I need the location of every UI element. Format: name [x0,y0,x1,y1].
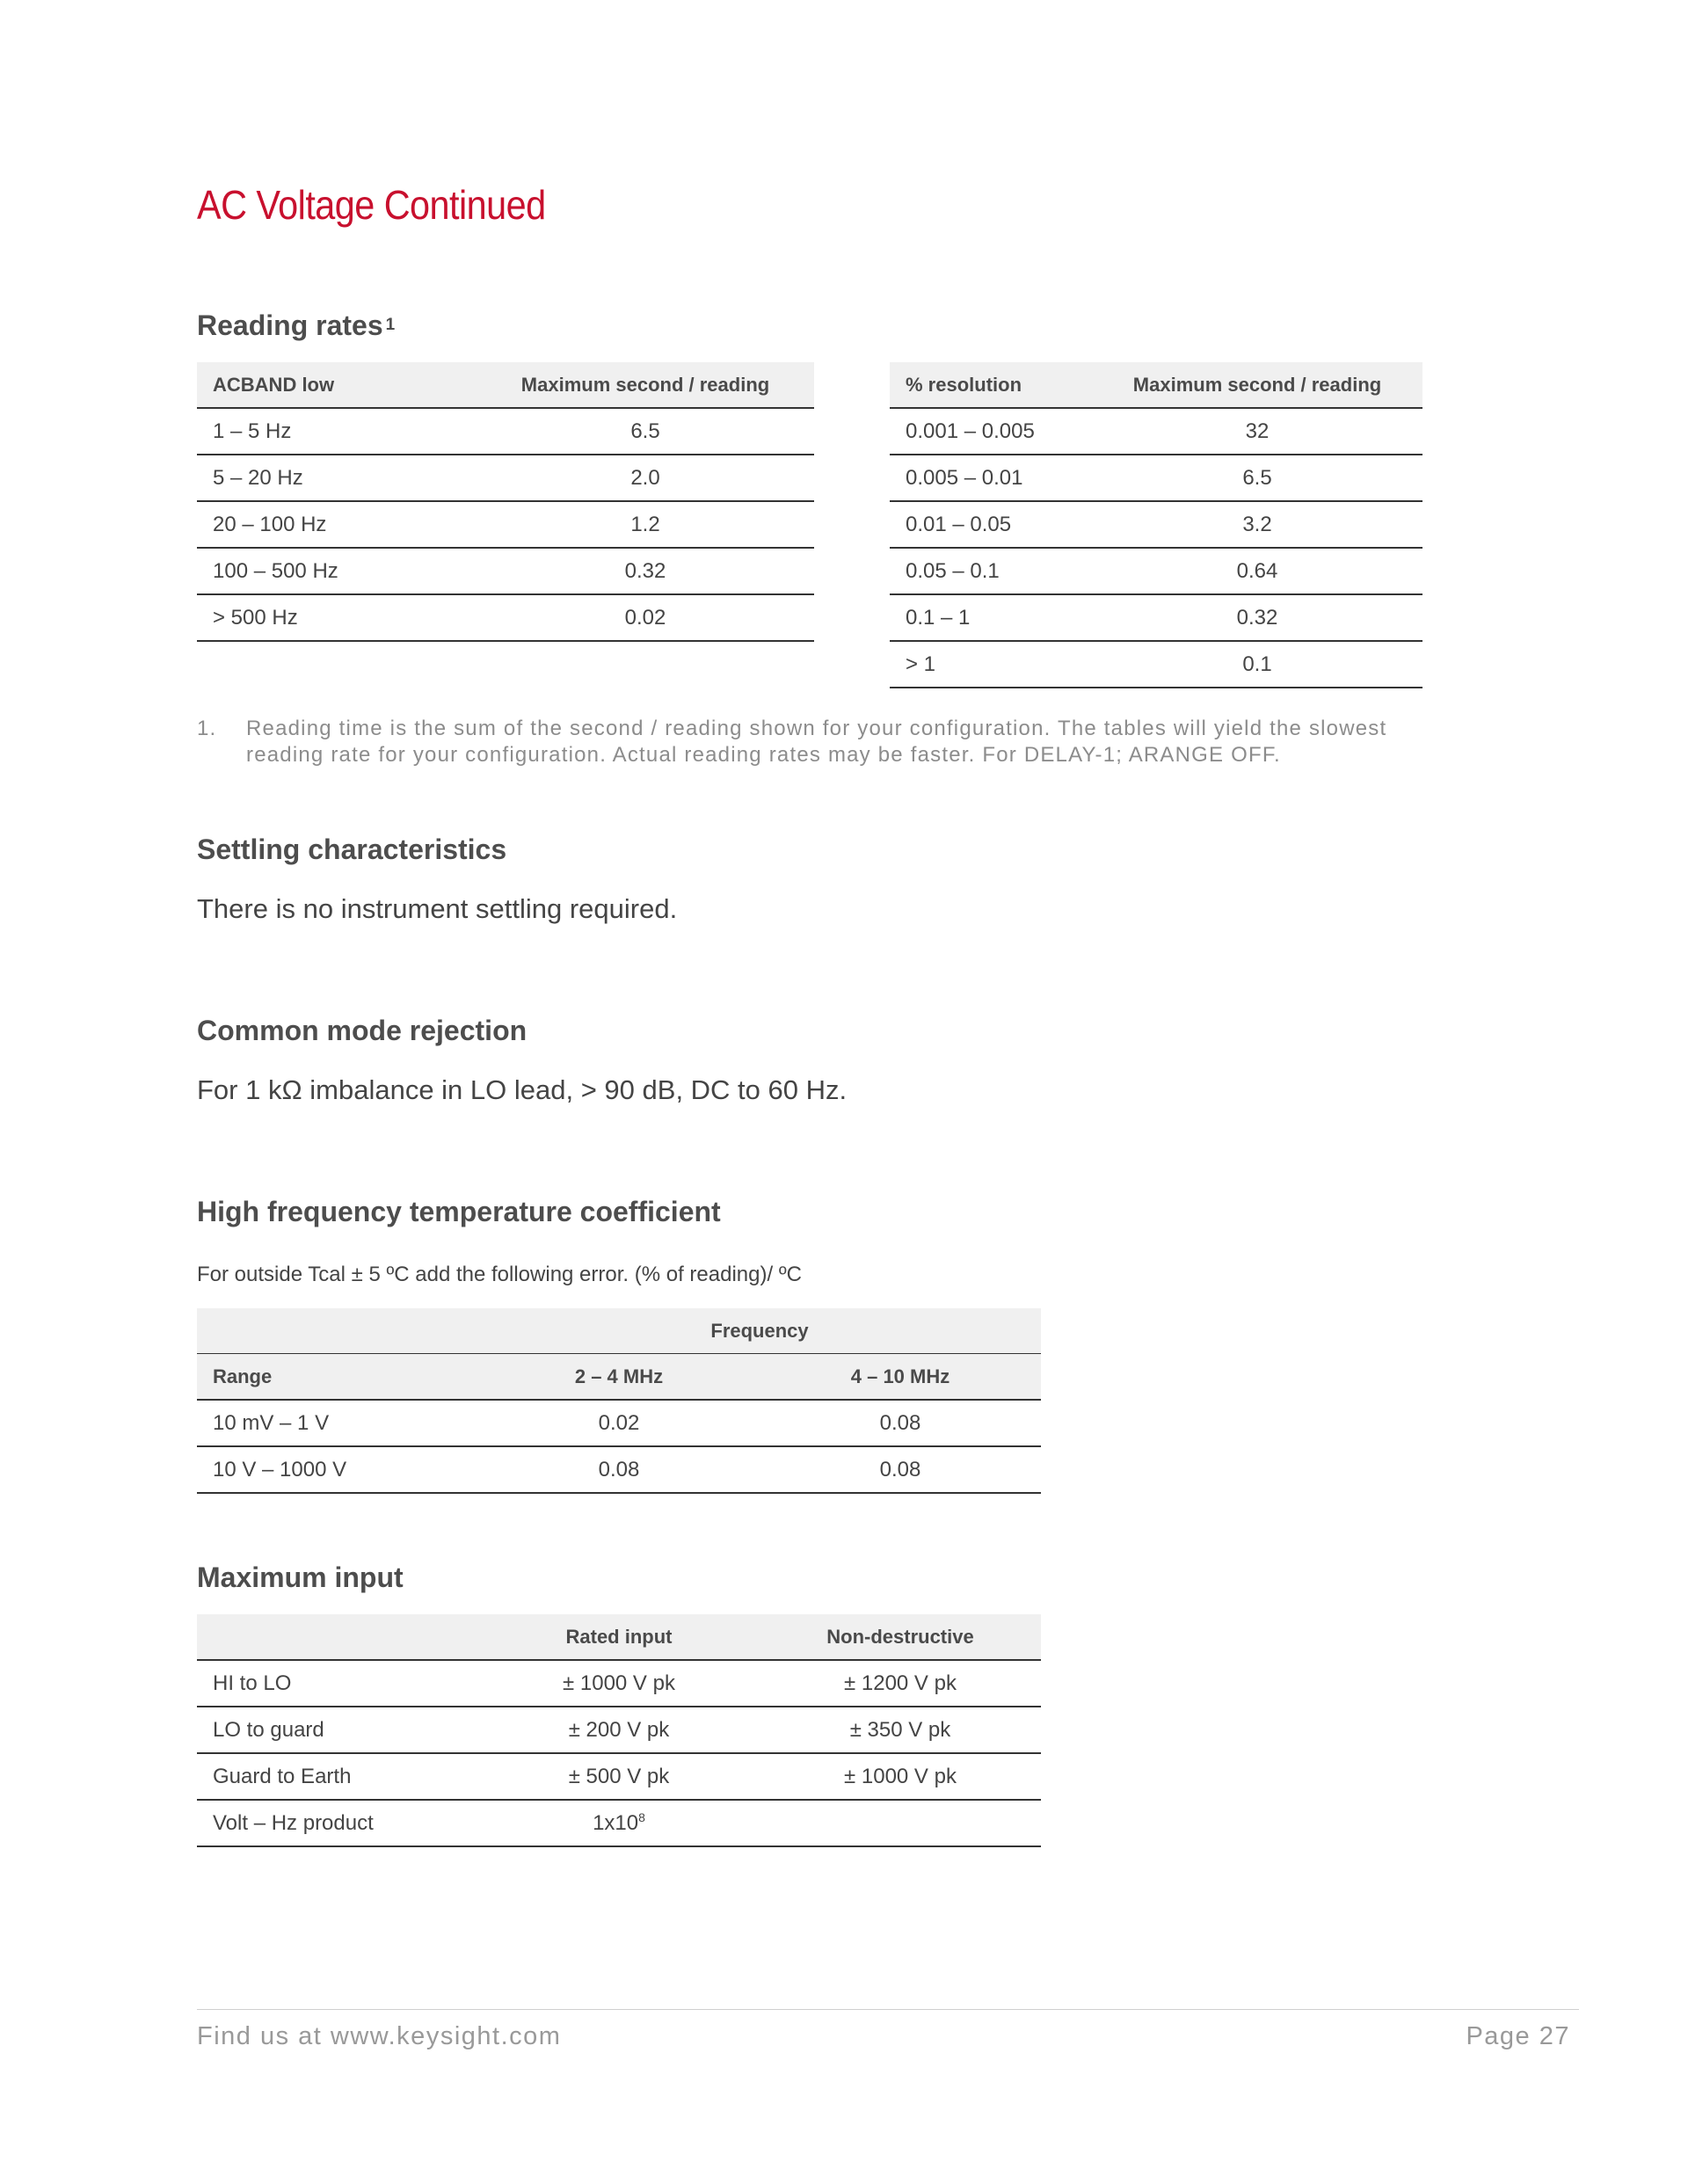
volt-hz-exponent: 8 [638,1809,645,1824]
table-cell: 0.02 [478,1400,760,1446]
max-input-heading: Maximum input [197,1562,404,1593]
table-row [197,408,814,455]
table-cell: HI to LO [197,1660,478,1707]
table-cell: 0.64 [1092,548,1422,594]
table-cell: ± 1200 V pk [760,1660,1041,1707]
table-cell: 100 – 500 Hz [197,548,477,594]
column-header: 4 – 10 MHz [760,1354,1041,1401]
table-cell: 20 – 100 Hz [197,501,477,548]
footnote-number: 1. [197,717,217,740]
table-row [890,594,1422,641]
table-row [197,594,814,641]
table-cell: 0.32 [477,548,814,594]
table-cell [760,1800,1041,1846]
column-header: Rated input [478,1614,760,1660]
column-header: % resolution [890,362,1092,408]
volt-hz-product-value [478,1800,760,1846]
table-cell: 0.32 [1092,594,1422,641]
column-header: Range [197,1354,478,1401]
column-header-empty [197,1308,478,1354]
table-cell: 0.08 [760,1446,1041,1493]
column-header [197,1614,478,1660]
table-cell: Guard to Earth [197,1753,478,1800]
column-header: Non-destructive [760,1614,1041,1660]
table-cell: 32 [1092,408,1422,455]
table-row [197,1400,1041,1446]
table-row [197,1446,1041,1493]
table-cell: > 1 [890,641,1092,688]
reading-rates-heading [197,309,395,342]
table-header-row [890,362,1422,408]
volt-hz-base: 1x10 [593,1810,639,1835]
table-group-header-row [197,1308,1041,1354]
table-cell: 0.01 – 0.05 [890,501,1092,548]
table-row [197,455,814,501]
table-cell: 5 – 20 Hz [197,455,477,501]
table-cell: 2.0 [477,455,814,501]
table-cell: 10 V – 1000 V [197,1446,478,1493]
table-cell: 0.005 – 0.01 [890,455,1092,501]
acband-table [197,362,814,642]
footer-divider [197,2009,1579,2010]
table-cell: 10 mV – 1 V [197,1400,478,1446]
table-row [197,1753,1041,1800]
table-row [890,408,1422,455]
table-row [197,1660,1041,1707]
table-cell: ± 1000 V pk [478,1660,760,1707]
cmr-heading: Common mode rejection [197,1015,528,1046]
table-row [197,548,814,594]
table-cell: 0.1 – 1 [890,594,1092,641]
table-cell: 1 – 5 Hz [197,408,477,455]
reading-rates-footnote [197,716,1498,768]
table-header-row [197,1354,1041,1401]
table-row [890,501,1422,548]
footer-website-link[interactable]: Find us at www.keysight.com [197,2022,562,2050]
page-number: Page 27 [1466,2022,1570,2050]
footnote-text-line-1: Reading time is the sum of the second / reading shown for your configuration. The tables will yield the slowest [246,717,1387,740]
table-cell: > 500 Hz [197,594,477,641]
table-cell: 0.08 [478,1446,760,1493]
table-row [890,455,1422,501]
column-header: ACBAND low [197,362,477,408]
table-row [890,641,1422,688]
table-cell: 1.2 [477,501,814,548]
table-cell: ± 500 V pk [478,1753,760,1800]
hf-temp-table [197,1308,1041,1494]
footnote-ref: 1 [385,316,396,334]
page-title: AC Voltage Continued [197,182,546,228]
frequency-group-header: Frequency [478,1308,1041,1354]
table-cell: ± 350 V pk [760,1707,1041,1753]
settling-text: There is no instrument settling required. [197,893,678,924]
table-cell: 6.5 [477,408,814,455]
table-cell: ± 1000 V pk [760,1753,1041,1800]
table-row [890,548,1422,594]
table-cell: ± 200 V pk [478,1707,760,1753]
column-header: 2 – 4 MHz [478,1354,760,1401]
settling-heading: Settling characteristics [197,834,507,865]
table-cell: 0.1 [1092,641,1422,688]
resolution-table [890,362,1422,688]
column-header: Maximum second / reading [1092,362,1422,408]
table-row [197,1800,1041,1846]
hf-temp-heading: High frequency temperature coefficient [197,1196,721,1227]
column-header: Maximum second / reading [477,362,814,408]
table-cell: 0.02 [477,594,814,641]
footnote-text-line-2: reading rate for your configuration. Actual reading rates may be faster. For DELAY-1; ARANGE OFF. [246,743,1281,767]
reading-rates-heading-text: Reading rates [197,309,383,341]
max-input-table [197,1614,1041,1847]
table-row [197,501,814,548]
table-row [197,1707,1041,1753]
table-cell: 3.2 [1092,501,1422,548]
hf-temp-note: For outside Tcal ± 5 ºC add the following error. (% of reading)/ ºC [197,1263,802,1286]
table-cell: 0.05 – 0.1 [890,548,1092,594]
table-cell: 0.08 [760,1400,1041,1446]
cmr-text: For 1 kΩ imbalance in LO lead, > 90 dB, DC to 60 Hz. [197,1074,848,1105]
table-header-row [197,1614,1041,1660]
table-cell: Volt – Hz product [197,1800,478,1846]
table-header-row [197,362,814,408]
table-cell: 0.001 – 0.005 [890,408,1092,455]
table-cell: LO to guard [197,1707,478,1753]
table-cell: 6.5 [1092,455,1422,501]
